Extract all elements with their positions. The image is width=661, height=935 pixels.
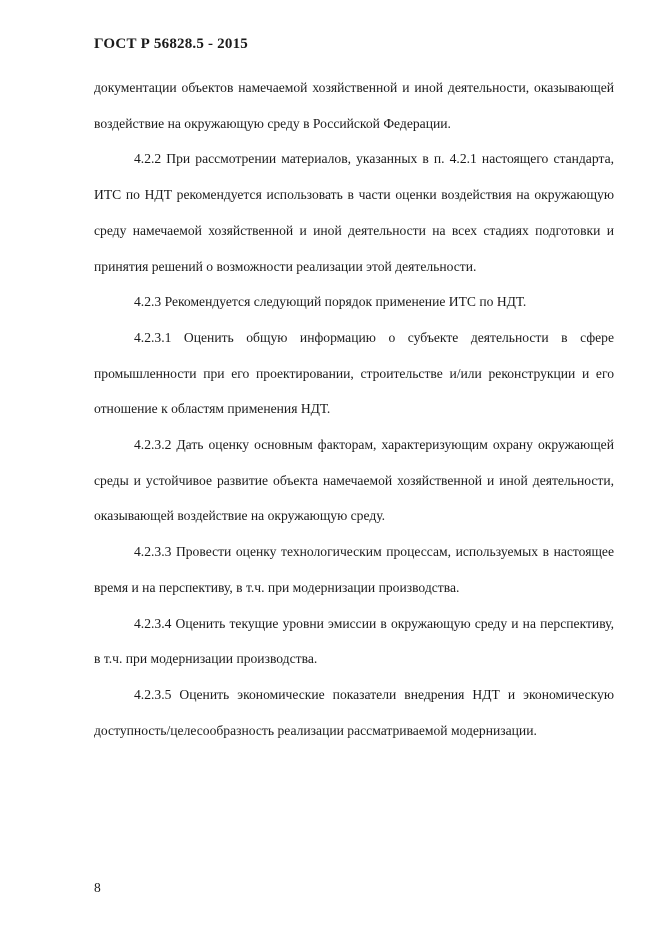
paragraph-4-2-3: 4.2.3 Рекомендуется следующий порядок применение ИТС по НДТ.: [134, 294, 527, 310]
document-code-header: ГОСТ Р 56828.5 - 2015: [94, 36, 248, 52]
paragraph-4-2-3-2: 4.2.3.2 Дать оценку основным факторам, характеризующим охрану окружающей среды и устойчивое развитие объекта намечаемой хозяйственной и иной деятельности, оказывающей воздействие на окружающую среду.: [94, 437, 614, 524]
page-number: 8: [94, 880, 101, 895]
paragraph-4-2-2: 4.2.2 При рассмотрении материалов, указанных в п. 4.2.1 настоящего стандарта, ИТС по НДТ рекомендуется использовать в части оценки воздействия на окружающую среду намечаемой хозяйственной и иной деятельности на всех стадиях подготовки и принятия решений о возможности реализации этой деятельности.: [94, 151, 614, 274]
paragraph-4-2-3-4: 4.2.3.4 Оценить текущие уровни эмиссии в окружающую среду и на перспективу, в т.ч. при модернизации производства.: [94, 615, 614, 667]
paragraph-4-2-3-5: 4.2.3.5 Оценить экономические показатели внедрения НДТ и экономическую доступность/целесообразность реализации рассматриваемой модернизации.: [94, 686, 614, 738]
document-body: [94, 70, 614, 748]
paragraph-4-2-3-1: 4.2.3.1 Оценить общую информацию о субъекте деятельности в сфере промышленности при его проектировании, строительстве и/или реконструкции и его отношение к областям применения НДТ.: [94, 329, 614, 417]
paragraph-4-2-3-3: 4.2.3.3 Провести оценку технологическим процессам, используемых в настоящее время и на перспективу, в т.ч. при модернизации производства.: [94, 544, 614, 595]
paragraph-continuation: документации объектов намечаемой хозяйственной и иной деятельности, оказывающей воздействие на окружающую среду в Российской Федерации.: [94, 80, 614, 131]
